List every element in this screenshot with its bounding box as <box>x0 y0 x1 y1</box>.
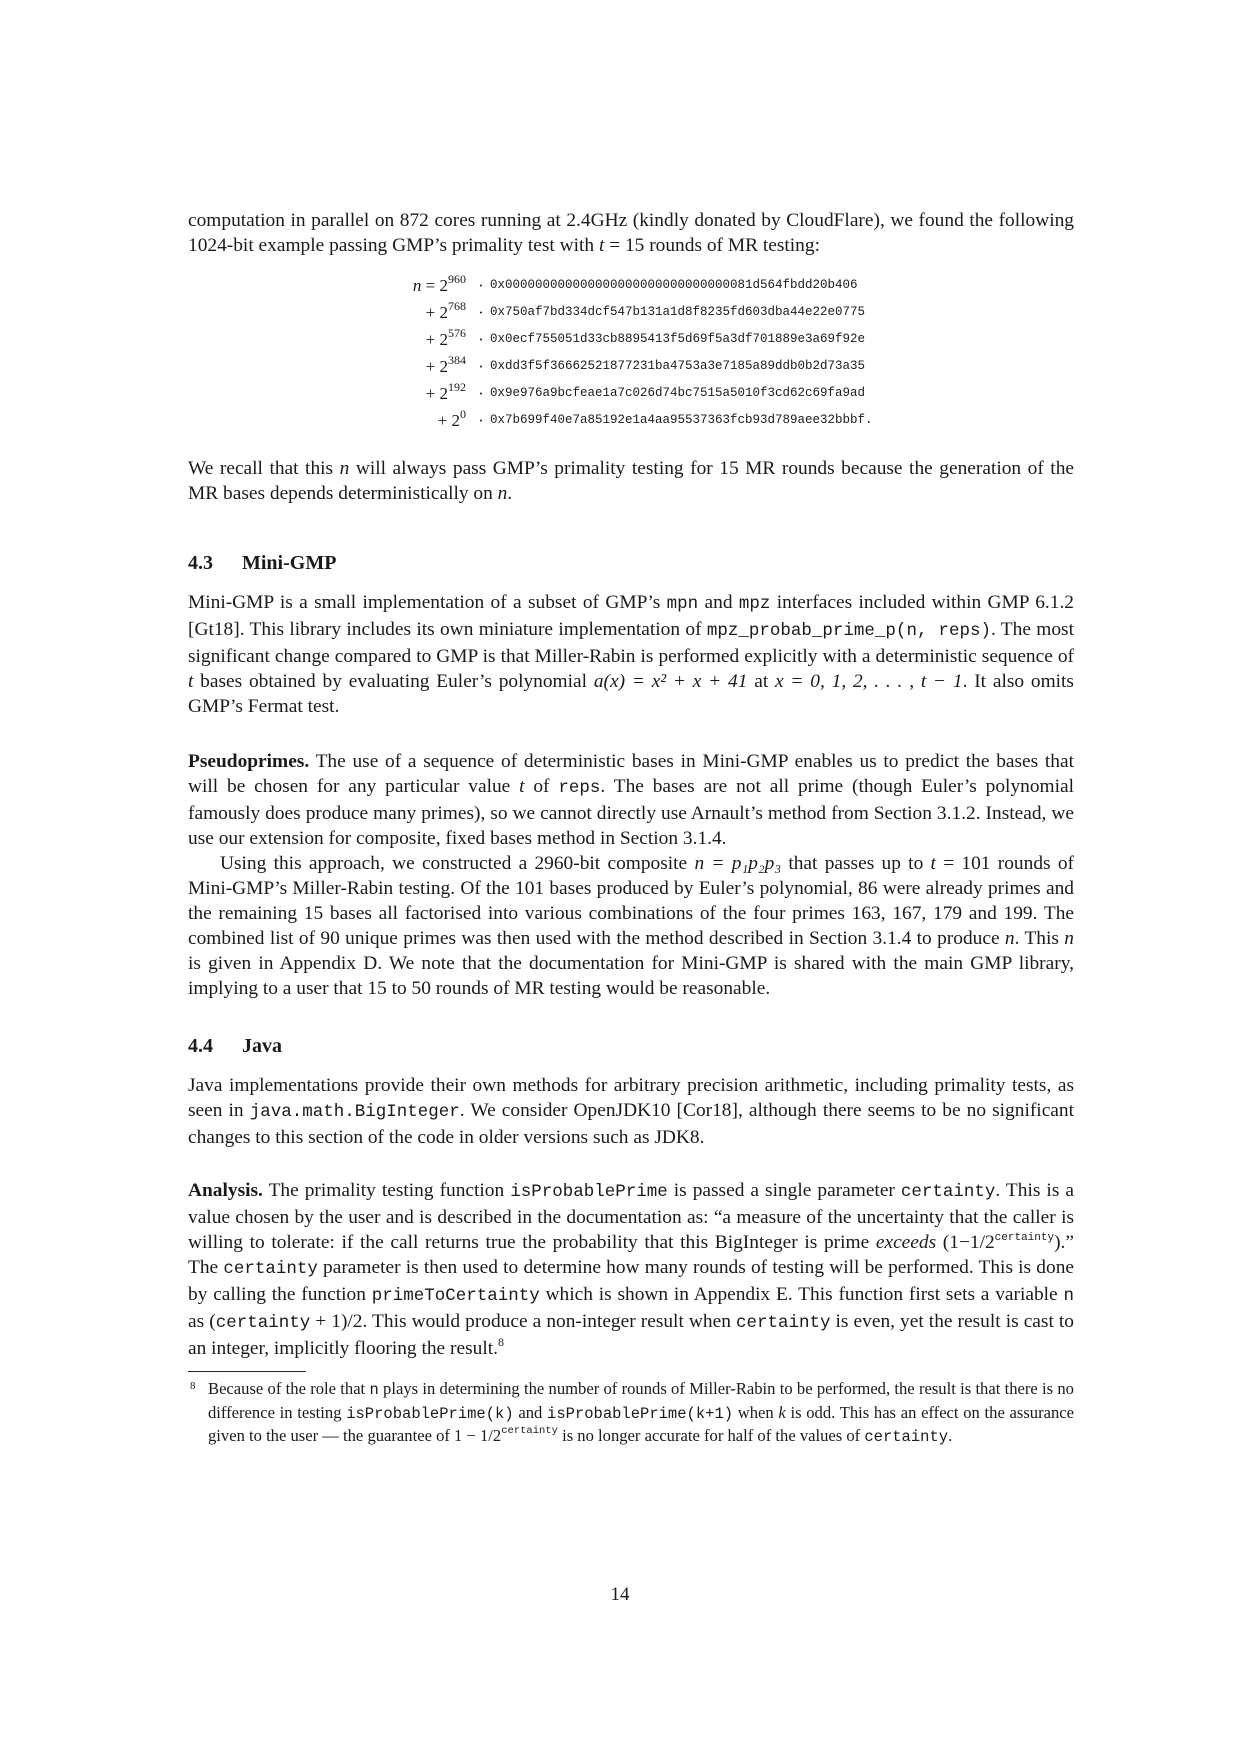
equation-term-exponent: 384 <box>448 353 466 367</box>
recall-paragraph: We recall that this n will always pass GMP’s primality testing for 15 MR rounds because the generation of the MR bases depends deterministically on n. <box>188 458 1074 504</box>
equation-dot: · <box>478 276 484 295</box>
equation-hex-coefficient: 0xdd3f5f36662521877231ba4753a3e7185a89ddb0b2d73a35 <box>490 359 866 373</box>
equation-hex-coefficient: 0x9e976a9bcfeae1a7c026d74bc7515a5010f3cd62c69fa9ad <box>490 386 866 400</box>
equation-term-exponent: 576 <box>448 326 466 340</box>
equation-hex-coefficient: 0x7b699f40e7a85192e1a4aa95537363fcb93d789aee32bbbf. <box>490 413 873 427</box>
pseudoprimes-paragraph: Pseudoprimes. The use of a sequence of deterministic bases in Mini-GMP enables us to predict the bases that will be chosen for any particular value t of reps. The bases are not all prime (though Euler’s polynomial famously does produce many primes), so we cannot directly use Arnault’s method from Section 3.1.2. Instead, we use our extension for composite, fixed bases method in Section 3.1.4. <box>188 751 1074 849</box>
footnote-rule <box>188 1371 306 1372</box>
equation-term-base: + 2 <box>425 330 448 349</box>
equation-term-base: + 2 <box>437 411 460 430</box>
equation-dot: · <box>478 411 484 430</box>
equation-dot: · <box>478 384 484 403</box>
equation-term-base: + 2 <box>425 357 448 376</box>
equation-term-base: n = 2 <box>412 276 448 295</box>
mini-gmp-paragraph: Mini-GMP is a small implementation of a subset of GMP’s mpn and mpz interfaces included within GMP 6.1.2 [Gt18]. This library includes its own miniature implementation of mpz_probab_prime_p(n, reps). The most significant change compared to GMP is that Miller-Rabin is performed explicitly with a deterministic sequence of t bases obtained by evaluating Euler’s polynomial a(x) = x² + x + 41 at x = 0, 1, 2, . . . , t − 1. It also omits GMP’s Fermat test. <box>188 592 1074 717</box>
equation-hex-coefficient: 0x750af7bd334dcf547b131a1d8f8235fd603dba44e22e0775 <box>490 305 866 319</box>
analysis-paragraph: Analysis. The primality testing function isProbablePrime is passed a single parameter certainty. This is a value chosen by the user and is described in the documentation as: “a measure of the uncertainty that the caller is willing to tolerate: if the call returns true the probability that this BigInteger is prime exceeds $(1-1/2^{certainty})$.” The certainty parameter is then used to determine how many rounds of testing will be performed. This is done by calling the function primeToCertainty which is shown in Appendix E. This function first sets a variable n as (certainty + 1)/2. This would produce a non-integer result when certainty is even, yet the result is cast to an integer, implicitly flooring the result.$^8$ <box>188 1180 1075 1359</box>
equation-dot: · <box>478 303 484 322</box>
java-paragraph: Java implementations provide their own methods for arbitrary precision arithmetic, including primality tests, as seen in java.math.BigInteger. We consider OpenJDK10 [Cor18], although there seems to be no significant changes to this section of the code in older versions such as JDK8. <box>188 1075 1074 1148</box>
equation-term-base: + 2 <box>425 384 448 403</box>
section-heading-4-4: 4.4 Java <box>188 1035 282 1057</box>
section-heading-4-3: 4.3 Mini-GMP <box>188 552 337 574</box>
equation-hex-coefficient: 0x0ecf755051d33cb8895413f5d69f5a3df701889e3a69f92e <box>490 332 866 346</box>
equation-dot: · <box>478 330 484 349</box>
page-number: 14 <box>610 1584 630 1605</box>
equation-term-exponent: 192 <box>448 380 466 394</box>
equation-term-base: + 2 <box>425 303 448 322</box>
equation-term-exponent: 0 <box>460 407 466 421</box>
intro-paragraph: computation in parallel on 872 cores running at 2.4GHz (kindly donated by CloudFlare), we found the following 1024-bit example passing GMP’s primality test with t = 15 rounds of MR testing: <box>188 210 1074 256</box>
equation-term-exponent: 960 <box>448 272 466 286</box>
page-body <box>188 208 1074 1449</box>
hex-equation <box>188 272 1074 434</box>
approach-paragraph: Using this approach, we constructed a 2960-bit composite n = p₁p₂p₃ that passes up to t = 101 rounds of Mini-GMP’s Miller-Rabin testing. Of the 101 bases produced by Euler’s polynomial, 86 were already primes and the remaining 15 bases all factorised into various combinations of the four primes 163, 167, 179 and 199. The combined list of 90 unique primes was then used with the method described in Section 3.1.4 to produce n. This n is given in Appendix D. We note that the documentation for Mini-GMP is shared with the main GMP library, implying to a user that 15 to 50 rounds of MR testing would be reasonable. <box>188 853 1074 999</box>
equation-hex-coefficient: 0x000000000000000000000000000000081d564fbdd20b406 <box>490 278 858 292</box>
equation-dot: · <box>478 357 484 376</box>
equation-term-exponent: 768 <box>448 299 466 313</box>
footnote-8: 8 Because of the role that n plays in determining the number of rounds of Miller-Rabin to be performed, the result is that there is no difference in testing isProbablePrime(k) and isProbablePrime(k+1) when k is odd. This has an effect on the assurance given to the user — the guarantee of $1 - 1/2^{certainty}$ is no longer accurate for half of the values of certainty. <box>190 1379 1074 1446</box>
